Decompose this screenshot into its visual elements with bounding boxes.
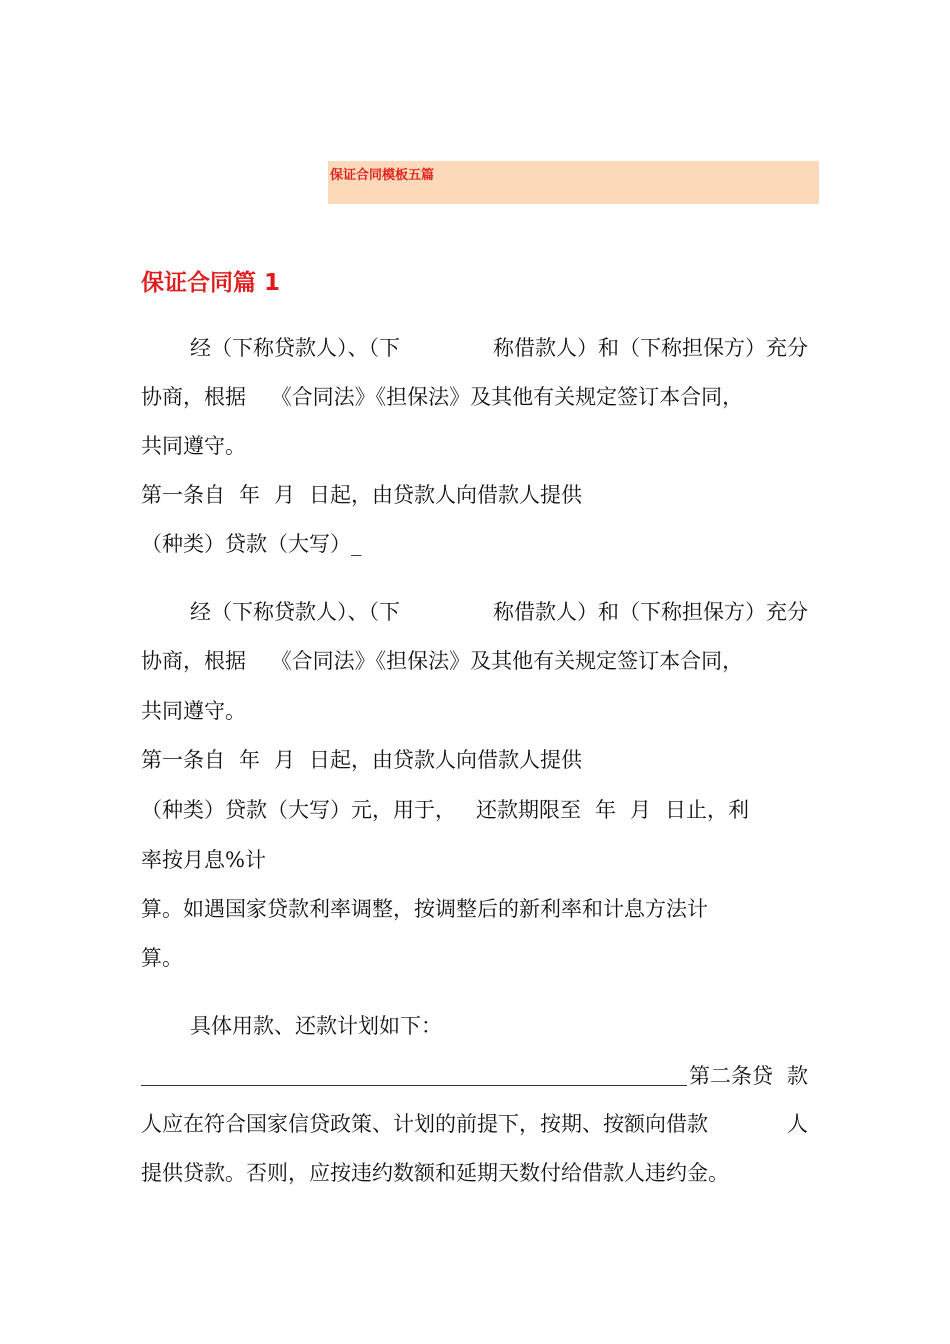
document-title: 保证合同模板五篇 (330, 168, 435, 183)
section-heading: 保证合同篇 1 (141, 270, 281, 296)
underline-blank (141, 1084, 687, 1086)
paragraph-line: 人应在符合国家信贷政策、计划的前提下，按期、按额向借款 人 (141, 1112, 808, 1136)
paragraph-line: 提供贷款。否则，应按违约数额和延期天数付给借款人违约金。 (141, 1161, 729, 1185)
paragraph-line: 具体用款、还款计划如下： (190, 1014, 442, 1038)
title-banner (328, 161, 819, 204)
paragraph-line: （种类）贷款（大写）_ (141, 532, 362, 556)
paragraph-line: 算。 (141, 946, 183, 970)
paragraph-line: 算。如遇国家贷款利率调整，按调整后的新利率和计息方法计 (141, 897, 708, 921)
paragraph-line: 经（下称贷款人）、（下 称借款人）和（下称担保方）充分 (190, 336, 808, 360)
paragraph-line: 率按月息%计 (141, 848, 266, 872)
paragraph-line: 共同遵守。 (141, 434, 246, 458)
paragraph-line: 第一条自 年 月 日起，由贷款人向借款人提供 (141, 483, 582, 507)
paragraph-line: 第一条自 年 月 日起，由贷款人向借款人提供 (141, 748, 582, 772)
paragraph-line: 经（下称贷款人）、（下 称借款人）和（下称担保方）充分 (190, 600, 808, 624)
paragraph-line: 协商，根据 《合同法》《担保法》及其他有关规定签订本合同， (141, 649, 744, 673)
paragraph-line: 协商，根据 《合同法》《担保法》及其他有关规定签订本合同， (141, 385, 744, 409)
paragraph-line: 共同遵守。 (141, 699, 246, 723)
paragraph-line: （种类）贷款（大写）元，用于， 还款期限至 年 月 日止，利 (141, 798, 749, 822)
blank-fill-line: 第二条贷 款 (141, 1058, 808, 1090)
